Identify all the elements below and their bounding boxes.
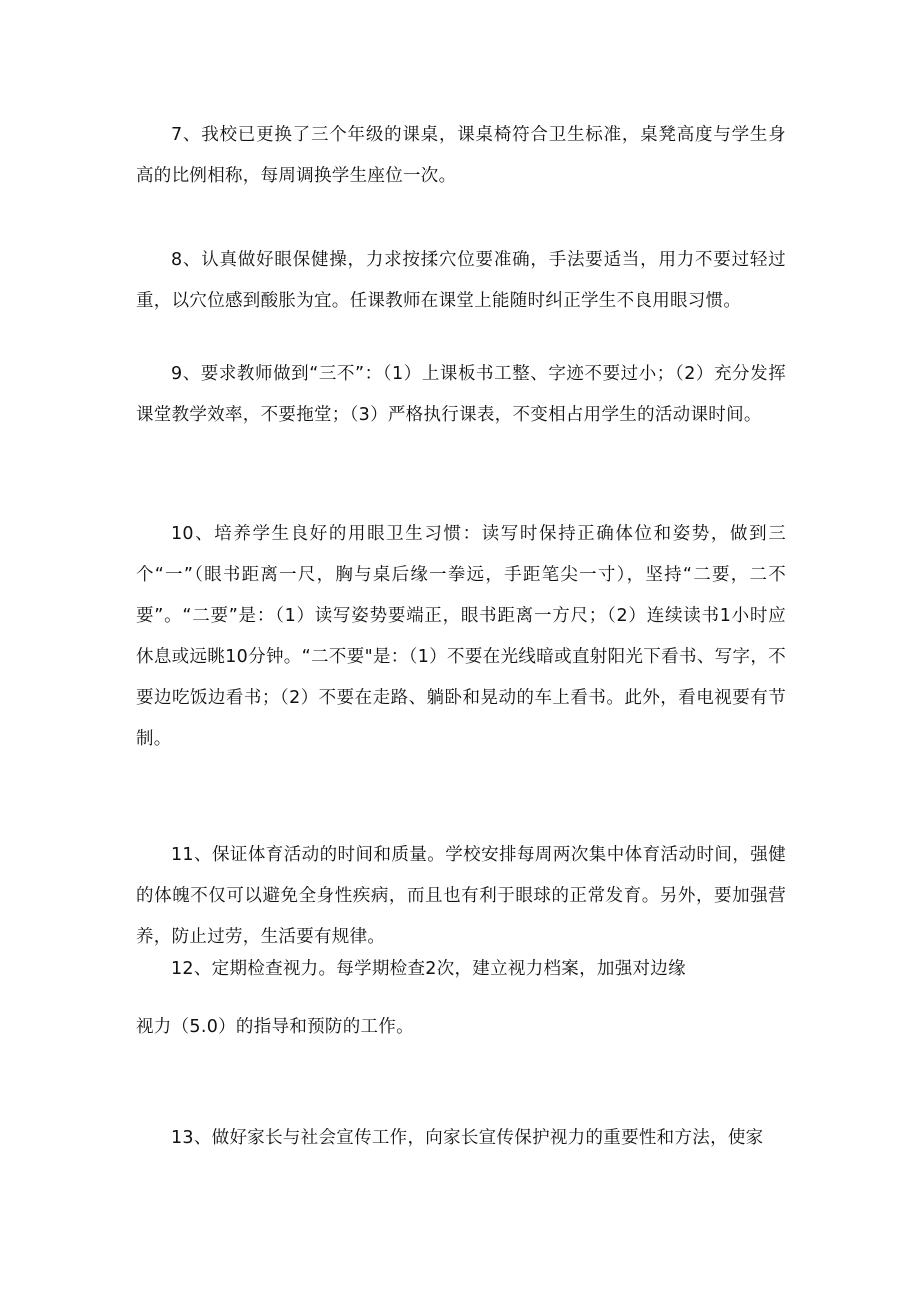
paragraph-12-line-1: 12、定期检查视力。每学期检查2次，建立视力档案，加强对边缘	[171, 959, 686, 979]
paragraph-7: 7、我校已更换了三个年级的课桌，课桌椅符合卫生标准，桌凳高度与学生身高的比例相称，每周调换学生座位一次。	[136, 125, 786, 186]
paragraph-8: 8、认真做好眼保健操，力求按揉穴位要准确，手法要适当，用力不要过轻过重，以穴位感到酸胀为宜。任课教师在课堂上能随时纠正学生不良用眼习惯。	[136, 250, 786, 311]
paragraph-10: 10、培养学生良好的用眼卫生习惯：读写时保持正确体位和姿势，做到三个“一”（眼书距离一尺，胸与桌后缘一拳远，手距笔尖一寸），坚持“二要，二不要”。“二要”是：（1）读写姿势要端正，眼书距离一方尺；（2）连续读书1小时应休息或远眺10分钟。“二不要"是：（1）不要在光线暗或直射阳光下看书、写字，不要边吃饭边看书；（2）不要在走路、躺卧和晃动的车上看书。此外，看电视要有节制。	[136, 524, 786, 749]
paragraph-11: 11、保证体育活动的时间和质量。学校安排每周两次集中体育活动时间，强健的体魄不仅可以避免全身性疾病，而且也有利于眼球的正常发育。另外，要加强营养，防止过劳，生活要有规律。	[136, 845, 786, 947]
paragraph-13: 13、做好家长与社会宣传工作，向家长宣传保护视力的重要性和方法，使家	[171, 1128, 764, 1148]
paragraph-9: 9、要求教师做到“三不”：（1）上课板书工整、字迹不要过小；（2）充分发挥课堂教学效率，不要拖堂；（3）严格执行课表，不变相占用学生的活动课时间。	[136, 364, 786, 425]
paragraph-12-line-2: 视力（5.0）的指导和预防的工作。	[136, 1017, 414, 1037]
